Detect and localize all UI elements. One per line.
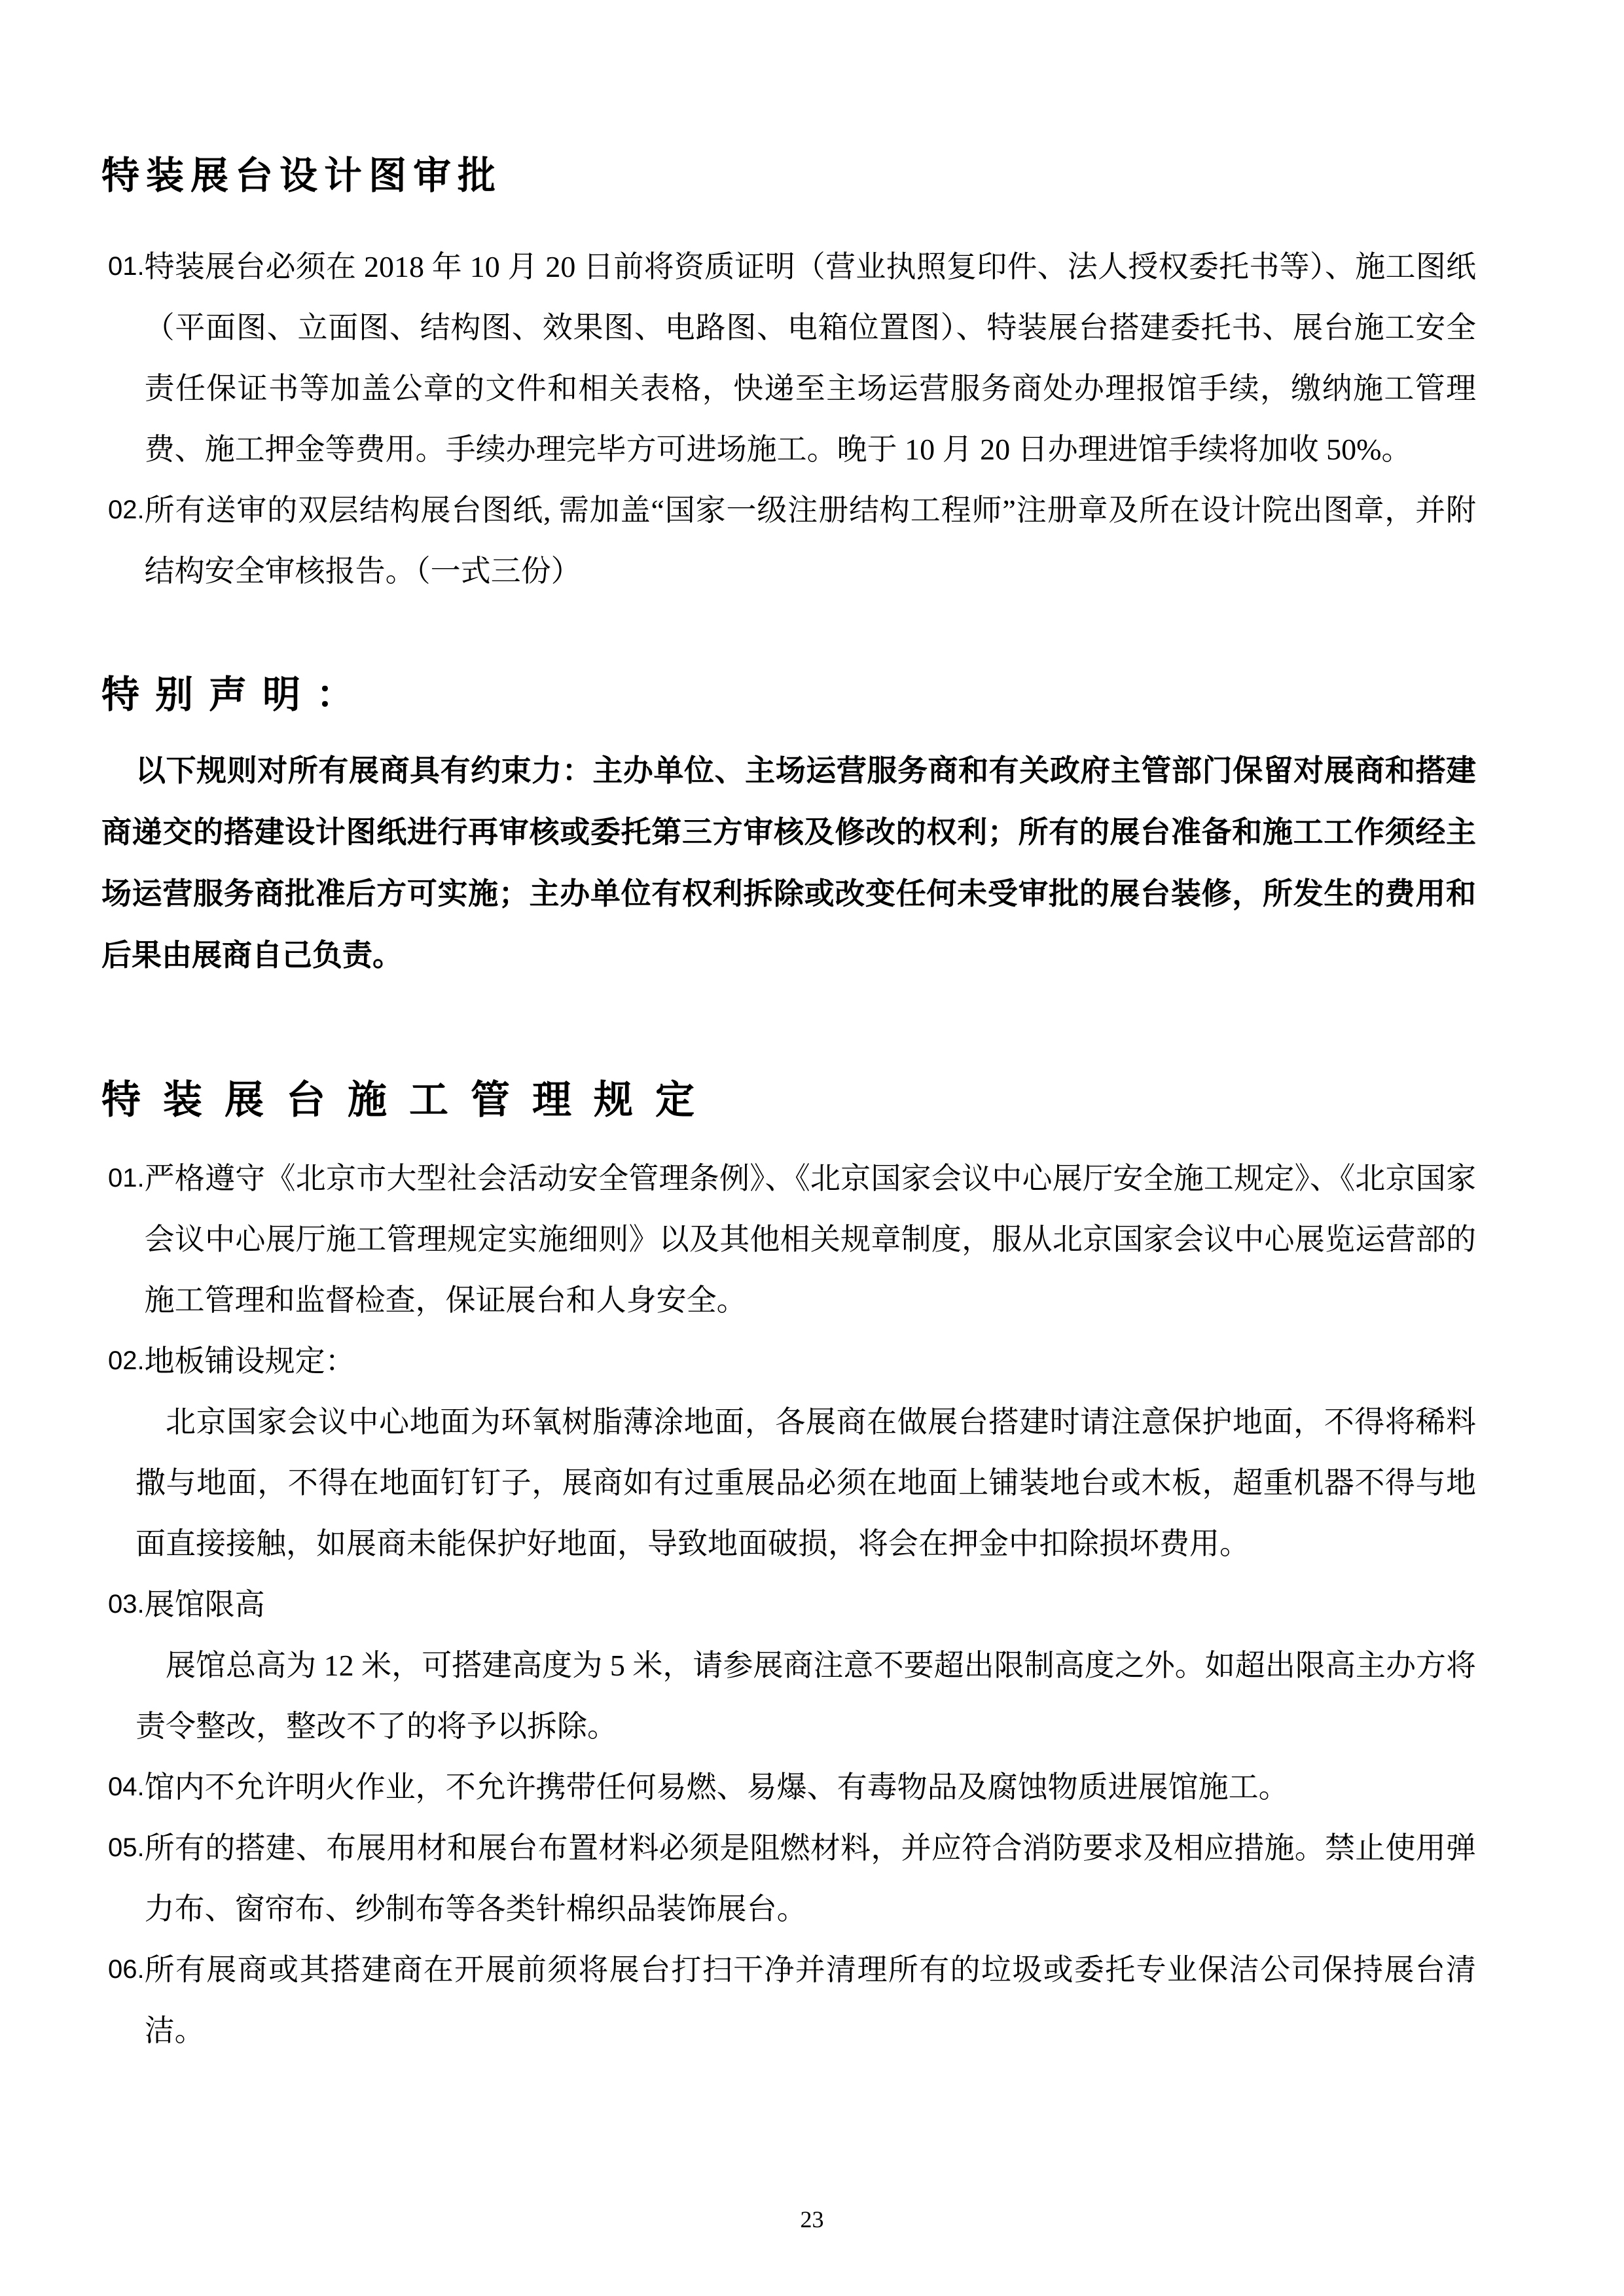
section-design-approval xyxy=(101,156,1476,601)
special-declaration-paragraph: 以下规则对所有展商具有约束力：主办单位、主场运营服务商和有关政府主管部门保留对展商和搭建商递交的搭建设计图纸进行再审核或委托第三方审核及修改的权利；所有的展台准备和施工工作须经主场运营服务商批准后方可实施；主办单位有权利拆除或改变任何未受审批的展台装修，所发生的费用和后果由展商自己负责。 xyxy=(101,754,1476,973)
sub-paragraph-floor-rules: 北京国家会议中心地面为环氧树脂薄涂地面，各展商在做展台搭建时请注意保护地面，不得将稀料撒与地面，不得在地面钉钉子，展商如有过重展品必须在地面上铺装地台或木板，超重机器不得与地面直接接触，如展商未能保护好地面，导致地面破损，将会在押金中扣除损坏费用。 xyxy=(135,1405,1476,1561)
list-item-text: 展馆限高 xyxy=(144,1588,265,1622)
list-item-number: 05. xyxy=(108,1833,145,1863)
list-item-number: 03. xyxy=(108,1590,145,1619)
page-number: 23 xyxy=(800,2206,824,2233)
list-item xyxy=(101,236,1476,480)
list-item-text: 所有送审的双层结构展台图纸, 需加盖“国家一级注册结构工程师”注册章及所在设计院出图章，并附结构安全审核报告。（一式三份） xyxy=(144,493,1476,588)
list-item-text: 严格遵守《北京市大型社会活动安全管理条例》、《北京国家会议中心展厅安全施工规定》、《北京国家会议中心展厅施工管理规定实施细则》以及其他相关规章制度，服从北京国家会议中心展览运营部的施工管理和监督检查，保证展台和人身安全。 xyxy=(144,1162,1476,1318)
list-item-number: 06. xyxy=(108,1955,145,1984)
list-item xyxy=(101,1148,1476,1331)
list-item-text: 所有的搭建、布展用材和展台布置材料必须是阻燃材料，并应符合消防要求及相应措施。禁止使用弹力布、窗帘布、纱制布等各类针棉织品装饰展台。 xyxy=(144,1831,1476,1926)
list-item-number: 02. xyxy=(108,1346,145,1376)
list-item-text: 所有展商或其搭建商在开展前须将展台打扫干净并清理所有的垃圾或委托专业保洁公司保持展台清洁。 xyxy=(144,1953,1476,2048)
list-item xyxy=(101,1331,1476,1391)
list-item-number: 01. xyxy=(108,251,145,281)
list-item-text: 特装展台必须在 2018 年 10 月 20 日前将资质证明（营业执照复印件、法人授权委托书等）、施工图纸（平面图、立面图、结构图、效果图、电路图、电箱位置图）、特装展台搭建委托书、展台施工安全责任保证书等加盖公章的文件和相关表格，快递至主场运营服务商处办理报馆手续，缴纳施工管理费、施工押金等费用。手续办理完毕方可进场施工。晚于 10 月 20 日办理进馆手续将加收 50%。 xyxy=(144,249,1476,466)
list-item-text: 馆内不允许明火作业，不允许携带任何易燃、易爆、有毒物品及腐蚀物质进展馆施工。 xyxy=(144,1770,1289,1804)
section-heading-design-approval: 特装展台设计图审批 xyxy=(101,154,503,197)
section-special-declaration xyxy=(101,675,1476,987)
section-construction-rules xyxy=(101,1079,1476,2061)
list-item xyxy=(101,1818,1476,1939)
list-item xyxy=(101,480,1476,601)
sub-paragraph-height-limit: 展馆总高为 12 米，可搭建高度为 5 米，请参展商注意不要超出限制高度之外。如超出限高主办方将责令整改，整改不了的将予以拆除。 xyxy=(135,1649,1476,1744)
list-item xyxy=(101,1574,1476,1635)
list-item xyxy=(101,1939,1476,2061)
list-item-number: 04. xyxy=(108,1772,145,1802)
list-item-number: 02. xyxy=(108,495,145,524)
list-item-number: 01. xyxy=(108,1164,145,1193)
list-item-text: 地板铺设规定： xyxy=(144,1344,355,1378)
section-heading-special-declaration: 特别声明： xyxy=(101,673,370,716)
list-item xyxy=(101,1757,1476,1818)
section-heading-construction-rules: 特装展台施工管理规定 xyxy=(101,1078,717,1122)
